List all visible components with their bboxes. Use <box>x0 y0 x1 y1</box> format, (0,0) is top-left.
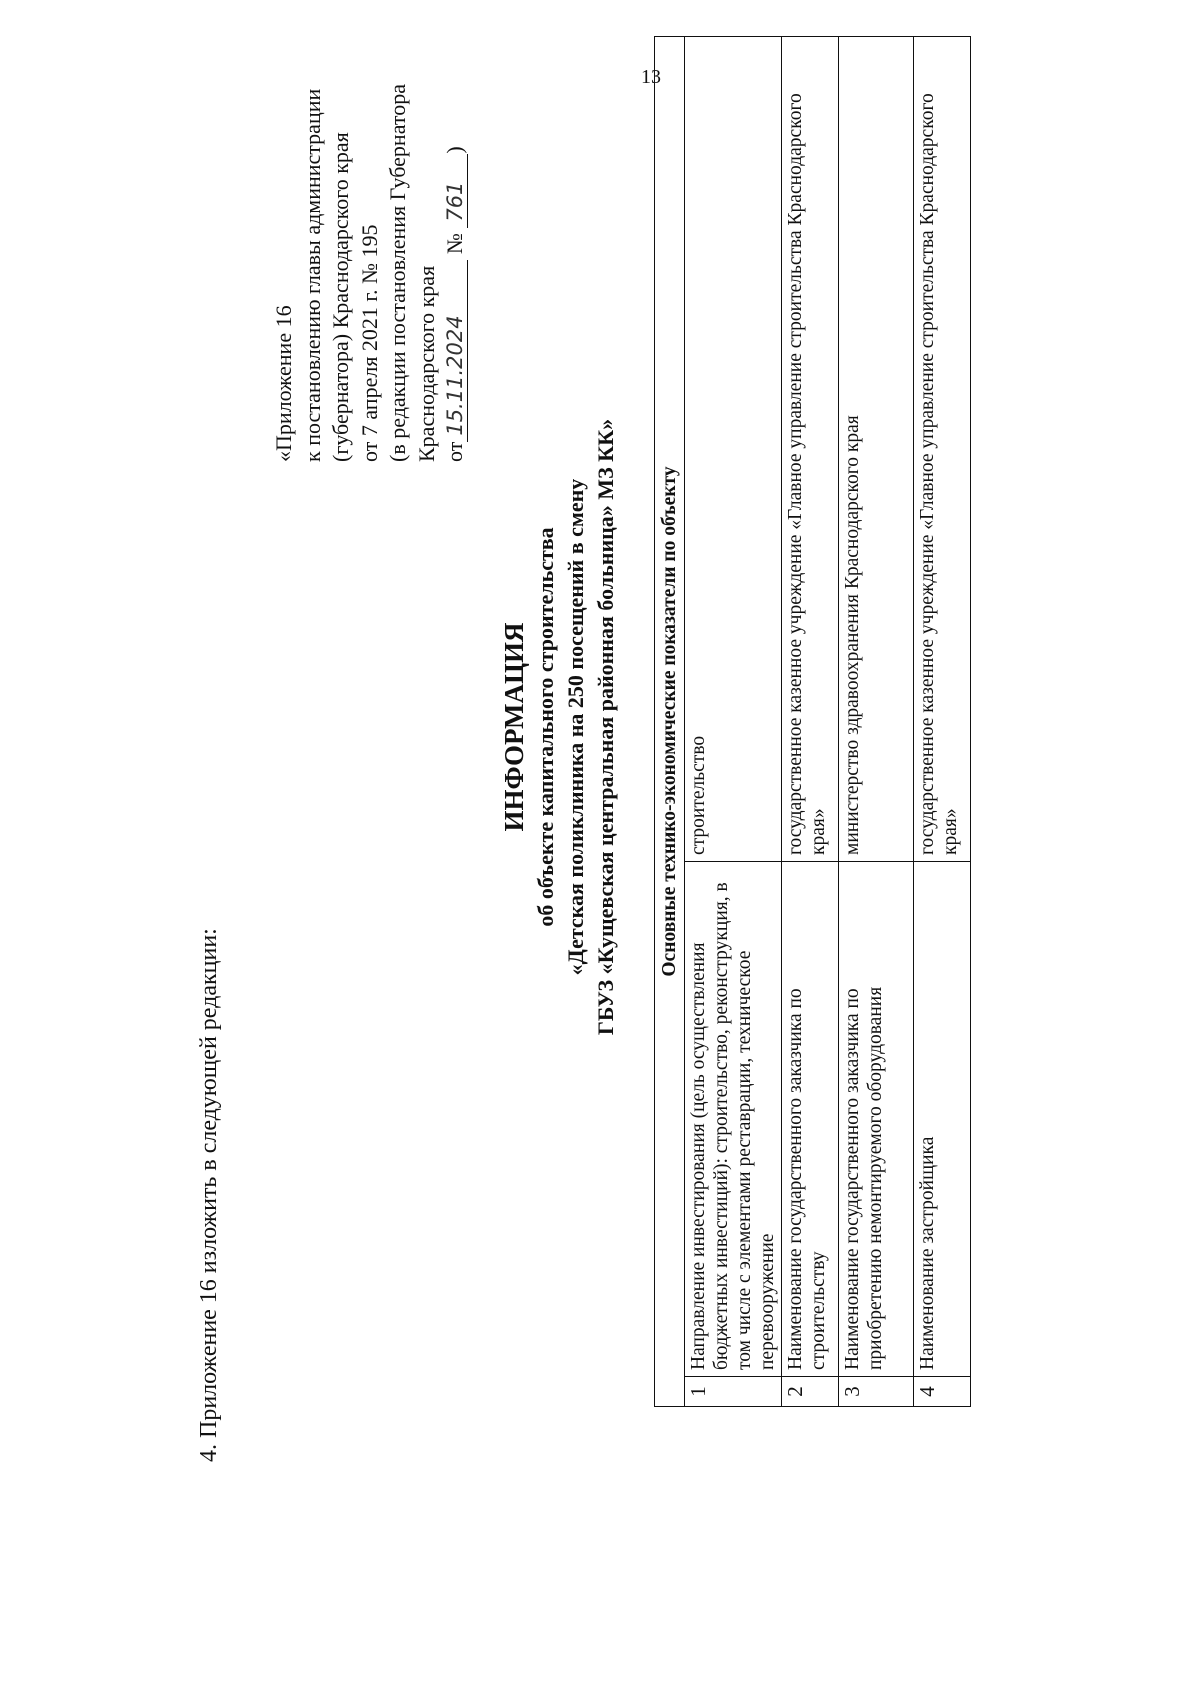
intro-text: 4. Приложение 16 изложить в следующей редакции: <box>196 928 222 1462</box>
date-prefix: от <box>442 441 467 462</box>
table-header-row <box>655 37 685 1407</box>
title-line-1: об объекте капитального строительства <box>533 527 558 927</box>
row-name: Направление инвестирования (цель осуществления бюджетных инвестиций): строительство, реконструкция, в том числе с элементами реставрации, техническое перевооружение <box>685 862 782 1377</box>
table-row <box>782 37 839 1407</box>
appendix-line: (в редакции постановления Губернатора <box>385 84 410 462</box>
row-name: Наименование государственного заказчика по строительству <box>782 862 839 1377</box>
row-name: Наименование государственного заказчика по приобретению немонтируемого оборудования <box>839 862 914 1377</box>
row-value: государственное казенное учреждение «Главное управление строительства Краснодарского края» <box>914 37 971 862</box>
appendix-line: от 7 апреля 2021 г. № 195 <box>356 224 382 462</box>
row-number: 4 <box>914 1377 971 1407</box>
appendix-line: к постановлению главы администрации <box>299 88 325 462</box>
row-number: 3 <box>839 1377 914 1407</box>
closing-paren: ) <box>442 146 467 154</box>
row-value: строительство <box>685 37 782 862</box>
row-name: Наименование застройщика <box>914 862 971 1377</box>
handwritten-date: 15.11.2024 <box>443 260 468 442</box>
table-header: Основные технико-экономические показатели по объекту <box>655 37 685 1407</box>
row-value: государственное казенное учреждение «Главное управление строительства Краснодарского края» <box>782 37 839 862</box>
table-row <box>839 37 914 1407</box>
appendix-header <box>270 84 470 462</box>
document-title-block <box>497 317 621 1137</box>
row-number: 1 <box>685 1377 782 1407</box>
indicators-table <box>654 36 971 1407</box>
row-number: 2 <box>782 1377 839 1407</box>
number-prefix: № <box>442 233 467 255</box>
appendix-date-row <box>441 84 470 462</box>
page-number: 13 <box>641 66 661 88</box>
table-row <box>685 37 782 1407</box>
title-line-3: ГБУЗ «Кущевская центральная районная больница» МЗ КК» <box>593 418 618 1036</box>
table-row <box>914 37 971 1407</box>
appendix-line: Краснодарского края <box>413 265 439 462</box>
title-line-2: «Детская поликлиника на 250 посещений в смену <box>563 478 588 976</box>
document-title: ИНФОРМАЦИЯ <box>499 622 529 832</box>
handwritten-number: 761 <box>443 154 468 228</box>
appendix-line: (губернатора) Краснодарского края <box>328 132 353 462</box>
row-value: министерство здравоохранения Краснодарского края <box>839 37 914 862</box>
appendix-line: «Приложение 16 <box>271 305 296 462</box>
